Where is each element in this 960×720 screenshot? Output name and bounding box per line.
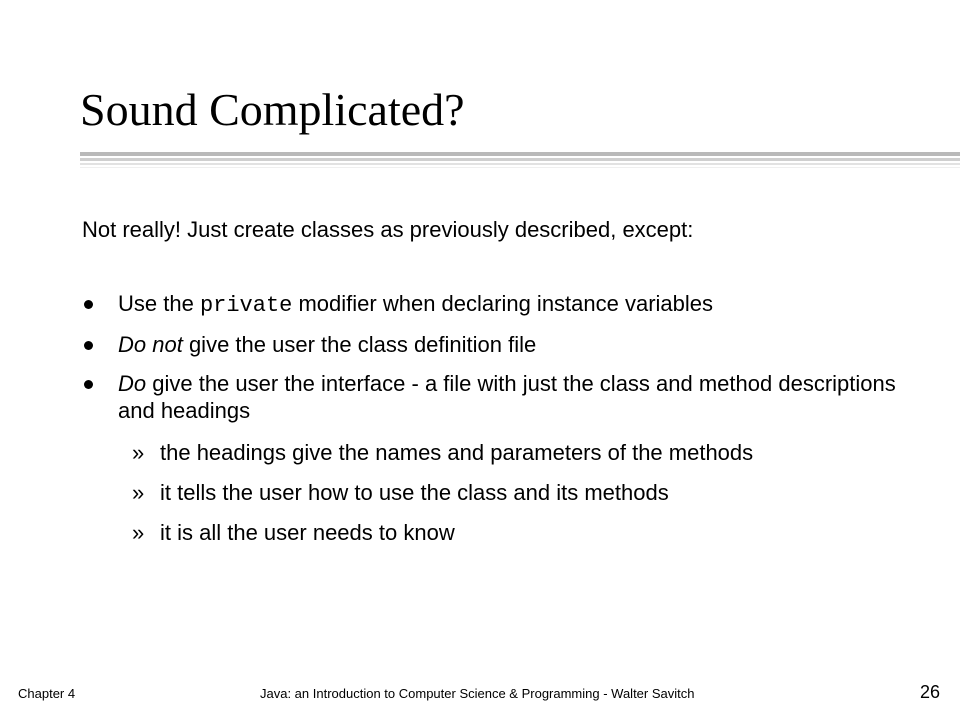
- sub-bullet-text: it tells the user how to use the class and its methods: [160, 480, 669, 505]
- bullet-dot-icon: [84, 341, 93, 350]
- bullet-dot-icon: [84, 300, 93, 309]
- footer-chapter: Chapter 4: [18, 686, 76, 701]
- sub-bullet-text: the headings give the names and parameters of the methods: [160, 440, 754, 465]
- sub-bullet-item: [132, 519, 753, 546]
- title-divider: [80, 163, 960, 165]
- footer-book-title: Java: an Introduction to Computer Science & Programming - Walter Savitch: [260, 686, 695, 701]
- sub-bullet-marker-icon: »: [132, 520, 145, 545]
- bullet-text: modifier when declaring instance variables: [292, 291, 714, 316]
- bullet-item: [82, 290, 912, 319]
- bullet-item: [82, 370, 912, 424]
- bullet-text: Use the: [118, 291, 200, 316]
- title-divider: [80, 152, 960, 156]
- bullet-item: [82, 331, 912, 358]
- sub-bullet-item: [132, 479, 753, 506]
- title-divider: [80, 167, 960, 168]
- title-divider: [80, 158, 960, 161]
- bullet-list: [82, 290, 912, 436]
- sub-bullet-item: [132, 439, 753, 466]
- sub-bullet-list: [132, 439, 753, 559]
- code-keyword: private: [199, 293, 293, 318]
- bullet-dot-icon: [84, 380, 93, 389]
- sub-bullet-text: it is all the user needs to know: [160, 520, 455, 545]
- slide-title: Sound Complicated?: [80, 84, 465, 135]
- bullet-text: give the user the interface - a file with just the class and method descriptions and headings: [118, 371, 896, 423]
- emphasis-text: Do: [118, 371, 147, 396]
- sub-bullet-marker-icon: »: [132, 480, 145, 505]
- emphasis-text: Do not: [118, 332, 183, 357]
- page-number: 26: [919, 682, 940, 702]
- bullet-text: give the user the class definition file: [182, 332, 537, 357]
- sub-bullet-marker-icon: »: [132, 440, 145, 465]
- intro-text: Not really! Just create classes as previously described, except:: [82, 217, 694, 242]
